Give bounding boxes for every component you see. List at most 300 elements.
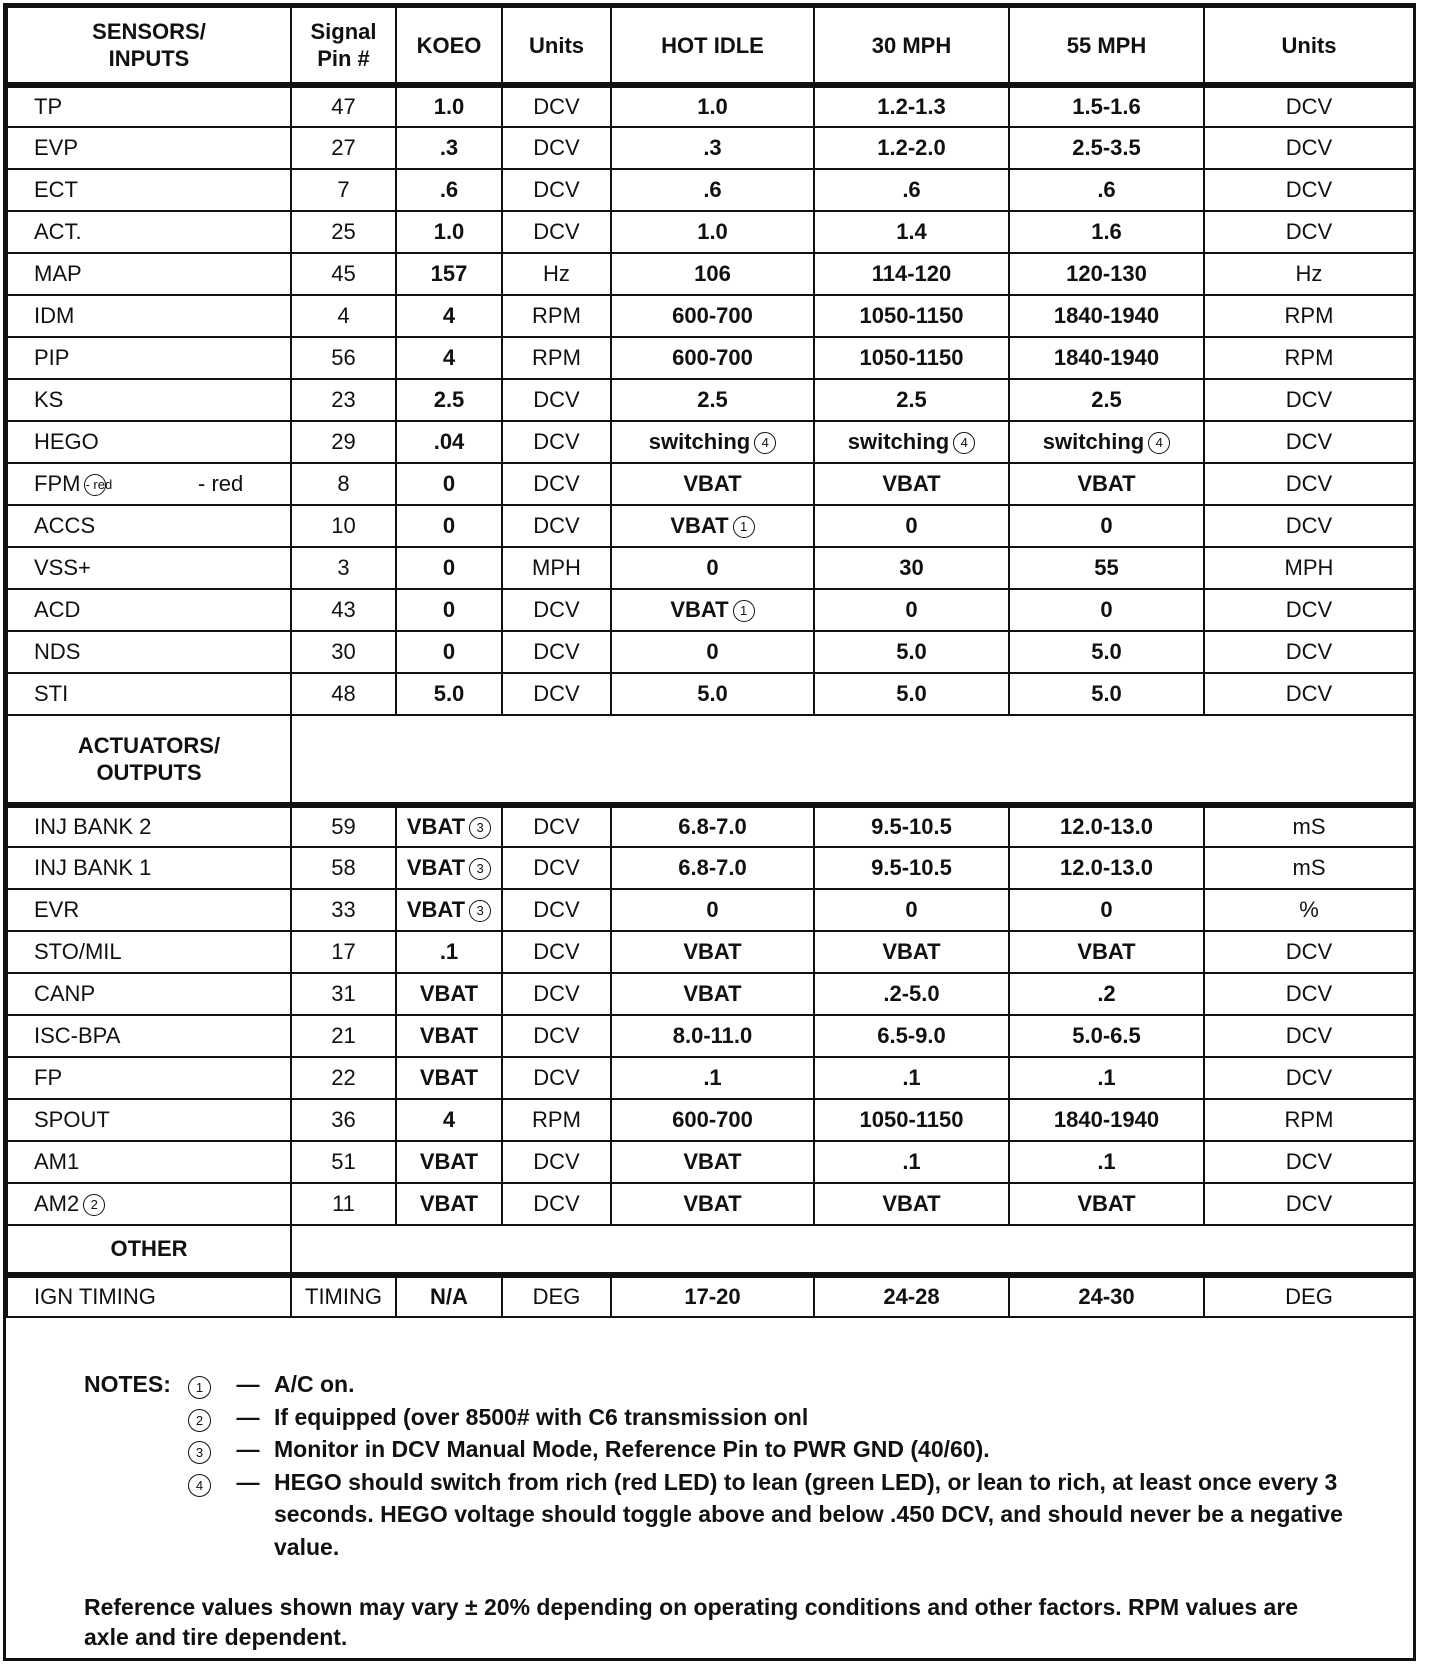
cell-30-mph-value: .2-5.0 xyxy=(883,981,940,1006)
note-ref-circle: 4 xyxy=(953,432,975,454)
cell-30-mph-value: VBAT xyxy=(882,471,941,496)
cell-koeo-value: VBAT xyxy=(419,1149,479,1174)
cell-name-value: MAP xyxy=(34,261,82,286)
cell-units-right xyxy=(1204,1057,1414,1099)
cell-koeo xyxy=(396,847,502,889)
cell-name-value: CANP xyxy=(34,981,96,1006)
cell-pin xyxy=(291,295,396,337)
cell-koeo xyxy=(396,1057,502,1099)
cell-hot-idle xyxy=(611,295,814,337)
cell-pin xyxy=(291,253,396,295)
cell-units-right-value: mS xyxy=(1292,855,1326,880)
cell-koeo-value: .3 xyxy=(439,135,459,160)
cell-55-mph xyxy=(1009,337,1204,379)
cell-30-mph xyxy=(814,631,1009,673)
cell-30-mph-value: 0 xyxy=(905,597,918,622)
cell-name-value: EVR xyxy=(34,897,80,922)
cell-units-right xyxy=(1204,973,1414,1015)
cell-name xyxy=(7,973,291,1015)
cell-30-mph xyxy=(814,673,1009,715)
notes-block xyxy=(84,1368,1344,1563)
actuator-row xyxy=(7,1141,1414,1183)
cell-55-mph xyxy=(1009,631,1204,673)
cell-pin-value: 56 xyxy=(331,345,356,370)
cell-units-value: DCV xyxy=(533,177,580,202)
cell-55-mph-value: 55 xyxy=(1094,555,1119,580)
cell-koeo-value: VBAT xyxy=(406,855,466,880)
cell-55-mph-value: VBAT xyxy=(1077,939,1136,964)
cell-55-mph xyxy=(1009,589,1204,631)
cell-hot-idle-value: 1.0 xyxy=(697,219,728,244)
cell-55-mph xyxy=(1009,253,1204,295)
cell-pin-value: 48 xyxy=(331,681,356,706)
actuator-row xyxy=(7,805,1414,847)
cell-name xyxy=(7,805,291,847)
cell-units-right-value: DCV xyxy=(1285,639,1333,664)
cell-hot-idle xyxy=(611,805,814,847)
cell-name-value: TP xyxy=(34,94,63,119)
cell-units xyxy=(502,127,611,169)
sensor-row xyxy=(7,211,1414,253)
cell-30-mph-value: 30 xyxy=(899,555,924,580)
cell-units-value: DCV xyxy=(533,1149,580,1174)
cell-units-right xyxy=(1204,1183,1414,1225)
cell-koeo-value: VBAT xyxy=(419,1065,479,1090)
cell-units-right-value: MPH xyxy=(1284,555,1334,580)
cell-units-right xyxy=(1204,253,1414,295)
note-number-circle: 2 xyxy=(188,1409,211,1432)
name-note: - red xyxy=(198,471,244,496)
cell-55-mph xyxy=(1009,847,1204,889)
cell-units xyxy=(502,973,611,1015)
cell-units-right xyxy=(1204,931,1414,973)
cell-30-mph xyxy=(814,931,1009,973)
cell-30-mph-value: 1050-1150 xyxy=(859,303,964,328)
cell-30-mph xyxy=(814,1183,1009,1225)
cell-hot-idle xyxy=(611,1183,814,1225)
cell-55-mph-value: 0 xyxy=(1100,897,1113,922)
cell-55-mph xyxy=(1009,1275,1204,1317)
cell-name xyxy=(7,589,291,631)
cell-hot-idle-value: 6.8-7.0 xyxy=(678,855,747,880)
cell-hot-idle-value: VBAT xyxy=(683,981,742,1006)
cell-units-right-value: DCV xyxy=(1285,681,1333,706)
cell-30-mph-value: switching xyxy=(847,429,950,454)
cell-hot-idle xyxy=(611,847,814,889)
cell-55-mph xyxy=(1009,973,1204,1015)
cell-koeo xyxy=(396,295,502,337)
cell-units-right xyxy=(1204,463,1414,505)
cell-name-value: EVP xyxy=(34,135,79,160)
cell-units xyxy=(502,295,611,337)
cell-koeo-value: VBAT xyxy=(406,897,466,922)
note-number-circle: 3 xyxy=(188,1441,211,1464)
cell-units-right xyxy=(1204,847,1414,889)
note-ref-circle: - red xyxy=(84,474,106,496)
cell-koeo xyxy=(396,127,502,169)
cell-units-right xyxy=(1204,805,1414,847)
cell-55-mph-value: .1 xyxy=(1097,1065,1116,1090)
actuator-row xyxy=(7,931,1414,973)
note-ref-circle: 3 xyxy=(469,900,491,922)
note-text: If equipped (over 8500# with C6 transmission onl xyxy=(274,1403,809,1430)
cell-koeo xyxy=(396,505,502,547)
cell-units-right xyxy=(1204,1099,1414,1141)
cell-pin-value: 33 xyxy=(331,897,356,922)
cell-pin-value: 25 xyxy=(331,219,356,244)
actuator-row xyxy=(7,973,1414,1015)
cell-koeo-value: 0 xyxy=(442,513,456,538)
cell-55-mph xyxy=(1009,127,1204,169)
cell-koeo-value: .1 xyxy=(439,939,459,964)
cell-name xyxy=(7,1141,291,1183)
cell-name xyxy=(7,127,291,169)
cell-55-mph xyxy=(1009,889,1204,931)
cell-koeo-value: 2.5 xyxy=(433,387,465,412)
cell-units-right-value: DCV xyxy=(1285,219,1333,244)
header-signal-pin: Signal Pin # xyxy=(291,7,396,85)
cell-koeo-value: 157 xyxy=(430,261,468,286)
cell-units-value: DCV xyxy=(533,681,580,706)
cell-name-value: INJ BANK 1 xyxy=(34,855,152,880)
cell-30-mph xyxy=(814,1275,1009,1317)
cell-units-right-value: DCV xyxy=(1285,429,1333,454)
cell-hot-idle-value: VBAT xyxy=(683,1191,742,1216)
cell-units-value: DCV xyxy=(533,429,580,454)
note-text: A/C on. xyxy=(274,1371,355,1397)
cell-units-value: MPH xyxy=(532,555,581,580)
sensor-row xyxy=(7,127,1414,169)
cell-name xyxy=(7,337,291,379)
cell-55-mph xyxy=(1009,805,1204,847)
cell-pin xyxy=(291,1141,396,1183)
cell-30-mph-value: 1.2-1.3 xyxy=(877,94,946,119)
cell-hot-idle xyxy=(611,253,814,295)
cell-units xyxy=(502,931,611,973)
cell-hot-idle xyxy=(611,673,814,715)
cell-hot-idle-value: 5.0 xyxy=(697,681,728,706)
cell-name xyxy=(7,1183,291,1225)
cell-hot-idle-value: VBAT xyxy=(683,471,742,496)
cell-hot-idle-value: VBAT xyxy=(670,513,729,538)
header-55-mph: 55 MPH xyxy=(1009,7,1204,85)
cell-koeo xyxy=(396,211,502,253)
cell-55-mph-value: 1840-1940 xyxy=(1053,303,1160,328)
cell-55-mph xyxy=(1009,673,1204,715)
header-koeo: KOEO xyxy=(396,7,502,85)
cell-30-mph xyxy=(814,85,1009,127)
cell-name xyxy=(7,1015,291,1057)
cell-koeo-value: 0 xyxy=(442,555,456,580)
cell-hot-idle-value: .3 xyxy=(703,135,722,160)
cell-pin xyxy=(291,337,396,379)
cell-30-mph xyxy=(814,253,1009,295)
cell-30-mph xyxy=(814,847,1009,889)
cell-pin xyxy=(291,211,396,253)
actuator-row xyxy=(7,1183,1414,1225)
cell-55-mph-value: 120-130 xyxy=(1066,261,1147,286)
cell-name xyxy=(7,673,291,715)
cell-55-mph-value: 2.5-3.5 xyxy=(1072,135,1141,160)
cell-units-value: Hz xyxy=(543,261,570,286)
cell-name xyxy=(7,1275,291,1317)
cell-units-right-value: DCV xyxy=(1285,387,1333,412)
cell-30-mph-value: 1050-1150 xyxy=(859,345,964,370)
cell-koeo-value: 4 xyxy=(442,303,456,328)
actuator-row xyxy=(7,847,1414,889)
cell-name-value: ACD xyxy=(34,597,81,622)
cell-pin xyxy=(291,1015,396,1057)
cell-55-mph xyxy=(1009,169,1204,211)
cell-hot-idle xyxy=(611,463,814,505)
cell-55-mph-value: 5.0 xyxy=(1091,639,1122,664)
cell-units-right xyxy=(1204,589,1414,631)
cell-name-value: AM1 xyxy=(34,1149,80,1174)
reference-values-sheet xyxy=(3,3,1416,1661)
cell-name xyxy=(7,85,291,127)
cell-pin-value: 8 xyxy=(337,471,350,496)
cell-30-mph xyxy=(814,805,1009,847)
cell-55-mph-value: 5.0-6.5 xyxy=(1072,1023,1141,1048)
cell-30-mph-value: 5.0 xyxy=(896,681,927,706)
cell-55-mph-value: 5.0 xyxy=(1091,681,1122,706)
cell-hot-idle xyxy=(611,505,814,547)
cell-units-value: DCV xyxy=(533,981,580,1006)
cell-units-value: DCV xyxy=(533,639,580,664)
cell-55-mph-value: 12.0-13.0 xyxy=(1060,855,1153,880)
cell-pin-value: 4 xyxy=(337,303,350,328)
cell-pin-value: 23 xyxy=(331,387,356,412)
cell-30-mph xyxy=(814,337,1009,379)
note-ref-circle: 3 xyxy=(469,817,491,839)
cell-units-value: DCV xyxy=(533,939,580,964)
note-dash: — xyxy=(236,1436,260,1462)
cell-units-value: DEG xyxy=(532,1284,581,1309)
cell-koeo-value: 1.0 xyxy=(433,94,465,119)
cell-units xyxy=(502,547,611,589)
cell-55-mph-value: 12.0-13.0 xyxy=(1060,814,1153,839)
cell-units xyxy=(502,631,611,673)
cell-units xyxy=(502,1015,611,1057)
header-units: Units xyxy=(502,7,611,85)
note-text: Monitor in DCV Manual Mode, Reference Pin to PWR GND (40/60). xyxy=(274,1436,990,1462)
cell-name-value: IDM xyxy=(34,303,75,328)
other-section-blank xyxy=(291,1225,1414,1275)
cell-units xyxy=(502,1057,611,1099)
cell-name xyxy=(7,631,291,673)
cell-55-mph-value: 0 xyxy=(1100,597,1113,622)
cell-koeo xyxy=(396,1141,502,1183)
actuator-row xyxy=(7,1099,1414,1141)
cell-name-value: ACT. xyxy=(34,219,82,244)
actuators-section-title: ACTUATORS/ OUTPUTS xyxy=(7,715,291,805)
note-dash: — xyxy=(236,1371,260,1397)
other-section-row xyxy=(7,1225,1414,1275)
cell-units-right xyxy=(1204,169,1414,211)
cell-name-value: VSS+ xyxy=(34,555,91,580)
cell-55-mph xyxy=(1009,547,1204,589)
cell-hot-idle xyxy=(611,421,814,463)
cell-hot-idle xyxy=(611,889,814,931)
cell-pin-value: 10 xyxy=(331,513,356,538)
cell-units-right-value: DCV xyxy=(1285,1023,1333,1048)
cell-koeo-value: 0 xyxy=(442,597,456,622)
cell-pin xyxy=(291,421,396,463)
cell-pin-value: 47 xyxy=(331,94,356,119)
cell-units-value: DCV xyxy=(533,1191,580,1216)
cell-hot-idle xyxy=(611,1099,814,1141)
cell-30-mph-value: 114-120 xyxy=(871,261,952,286)
cell-units-value: DCV xyxy=(533,597,580,622)
reference-disclaimer: Reference values shown may vary ± 20% depending on operating conditions and other factors. RPM values are axle and tire dependent. xyxy=(84,1594,1299,1650)
cell-hot-idle-value: 1.0 xyxy=(697,94,728,119)
cell-name xyxy=(7,1057,291,1099)
cell-55-mph xyxy=(1009,85,1204,127)
cell-pin xyxy=(291,673,396,715)
cell-pin-value: 58 xyxy=(331,855,356,880)
sensor-row xyxy=(7,85,1414,127)
actuator-row xyxy=(7,1015,1414,1057)
cell-units-right-value: DCV xyxy=(1285,597,1333,622)
cell-name-value: IGN TIMING xyxy=(34,1284,156,1309)
cell-hot-idle-value: 17-20 xyxy=(684,1284,741,1309)
note-dash: — xyxy=(236,1403,260,1430)
cell-pin xyxy=(291,169,396,211)
cell-units-right-value: RPM xyxy=(1284,345,1334,370)
cell-30-mph xyxy=(814,547,1009,589)
cell-koeo-value: 5.0 xyxy=(433,681,465,706)
cell-units-value: DCV xyxy=(533,387,580,412)
cell-koeo-value: 1.0 xyxy=(433,219,465,244)
cell-30-mph-value: 5.0 xyxy=(896,639,927,664)
cell-30-mph-value: 9.5-10.5 xyxy=(871,814,952,839)
cell-hot-idle-value: 600-700 xyxy=(672,303,753,328)
cell-koeo xyxy=(396,463,502,505)
cell-koeo-value: VBAT xyxy=(419,1191,479,1216)
cell-units xyxy=(502,463,611,505)
cell-55-mph-value: .2 xyxy=(1097,981,1116,1006)
cell-55-mph-value: 1840-1940 xyxy=(1053,1107,1160,1132)
cell-koeo xyxy=(396,631,502,673)
cell-koeo xyxy=(396,1275,502,1317)
cell-units-value: DCV xyxy=(533,219,580,244)
cell-30-mph xyxy=(814,589,1009,631)
cell-name-value: FPM xyxy=(34,471,81,496)
reference-values-table xyxy=(6,6,1415,1318)
note-item xyxy=(84,1368,1344,1401)
note-item xyxy=(84,1433,1344,1466)
cell-pin xyxy=(291,631,396,673)
cell-units-value: RPM xyxy=(532,303,581,328)
cell-units xyxy=(502,847,611,889)
cell-hot-idle xyxy=(611,127,814,169)
cell-55-mph xyxy=(1009,421,1204,463)
actuator-row xyxy=(7,1057,1414,1099)
cell-units-value: RPM xyxy=(532,1107,581,1132)
cell-units-right xyxy=(1204,211,1414,253)
cell-name-value: ISC-BPA xyxy=(34,1023,121,1048)
cell-pin xyxy=(291,1275,396,1317)
cell-hot-idle-value: VBAT xyxy=(683,939,742,964)
cell-units-right xyxy=(1204,127,1414,169)
cell-units-value: DCV xyxy=(533,855,580,880)
cell-pin xyxy=(291,127,396,169)
cell-units-right xyxy=(1204,673,1414,715)
cell-55-mph-value: VBAT xyxy=(1077,1191,1136,1216)
cell-koeo-value: 0 xyxy=(442,639,456,664)
cell-pin-value: 21 xyxy=(331,1023,356,1048)
cell-hot-idle-value: VBAT xyxy=(683,1149,742,1174)
cell-koeo xyxy=(396,973,502,1015)
cell-name xyxy=(7,379,291,421)
cell-pin-value: 36 xyxy=(331,1107,356,1132)
sensor-row xyxy=(7,295,1414,337)
cell-koeo xyxy=(396,931,502,973)
cell-55-mph xyxy=(1009,1183,1204,1225)
cell-koeo xyxy=(396,1183,502,1225)
cell-units-right xyxy=(1204,631,1414,673)
cell-55-mph-value: 1840-1940 xyxy=(1053,345,1160,370)
cell-name-value: ACCS xyxy=(34,513,96,538)
sensor-row xyxy=(7,547,1414,589)
cell-koeo xyxy=(396,379,502,421)
cell-units xyxy=(502,1141,611,1183)
cell-hot-idle-value: VBAT xyxy=(670,597,729,622)
cell-units xyxy=(502,85,611,127)
cell-units xyxy=(502,1099,611,1141)
cell-koeo xyxy=(396,1015,502,1057)
cell-units-right-value: DCV xyxy=(1285,135,1333,160)
cell-name xyxy=(7,847,291,889)
cell-30-mph-value: 1.2-2.0 xyxy=(877,135,946,160)
cell-koeo xyxy=(396,169,502,211)
cell-name xyxy=(7,463,291,505)
cell-name-value: HEGO xyxy=(34,429,99,454)
cell-pin xyxy=(291,1099,396,1141)
cell-units-right xyxy=(1204,85,1414,127)
cell-hot-idle-value: 6.8-7.0 xyxy=(678,814,747,839)
cell-units-right-value: DCV xyxy=(1285,94,1333,119)
notes-label: NOTES: xyxy=(84,1371,171,1397)
note-text: HEGO should switch from rich (red LED) to lean (green LED), or lean to rich, at least once every 3 seconds. HEGO voltage should toggle above and below .450 DCV, and should never be a negative value. xyxy=(274,1468,1343,1560)
cell-hot-idle-value: 106 xyxy=(694,261,731,286)
cell-units-right-value: DCV xyxy=(1285,471,1333,496)
cell-30-mph xyxy=(814,295,1009,337)
cell-units-right xyxy=(1204,505,1414,547)
cell-units-right xyxy=(1204,337,1414,379)
cell-pin-value: 22 xyxy=(331,1065,356,1090)
sensor-row xyxy=(7,421,1414,463)
cell-name xyxy=(7,931,291,973)
cell-name xyxy=(7,421,291,463)
cell-55-mph xyxy=(1009,505,1204,547)
cell-30-mph-value: 9.5-10.5 xyxy=(871,855,952,880)
cell-hot-idle xyxy=(611,169,814,211)
cell-30-mph-value: VBAT xyxy=(882,939,941,964)
cell-units-value: DCV xyxy=(533,897,580,922)
note-ref-circle: 3 xyxy=(469,858,491,880)
cell-koeo-value: VBAT xyxy=(406,814,466,839)
sensor-row xyxy=(7,505,1414,547)
cell-30-mph xyxy=(814,1099,1009,1141)
cell-30-mph-value: .6 xyxy=(902,177,921,202)
cell-hot-idle xyxy=(611,337,814,379)
cell-30-mph xyxy=(814,211,1009,253)
cell-55-mph-value: 2.5 xyxy=(1091,387,1122,412)
cell-55-mph xyxy=(1009,463,1204,505)
cell-units xyxy=(502,211,611,253)
cell-units xyxy=(502,889,611,931)
